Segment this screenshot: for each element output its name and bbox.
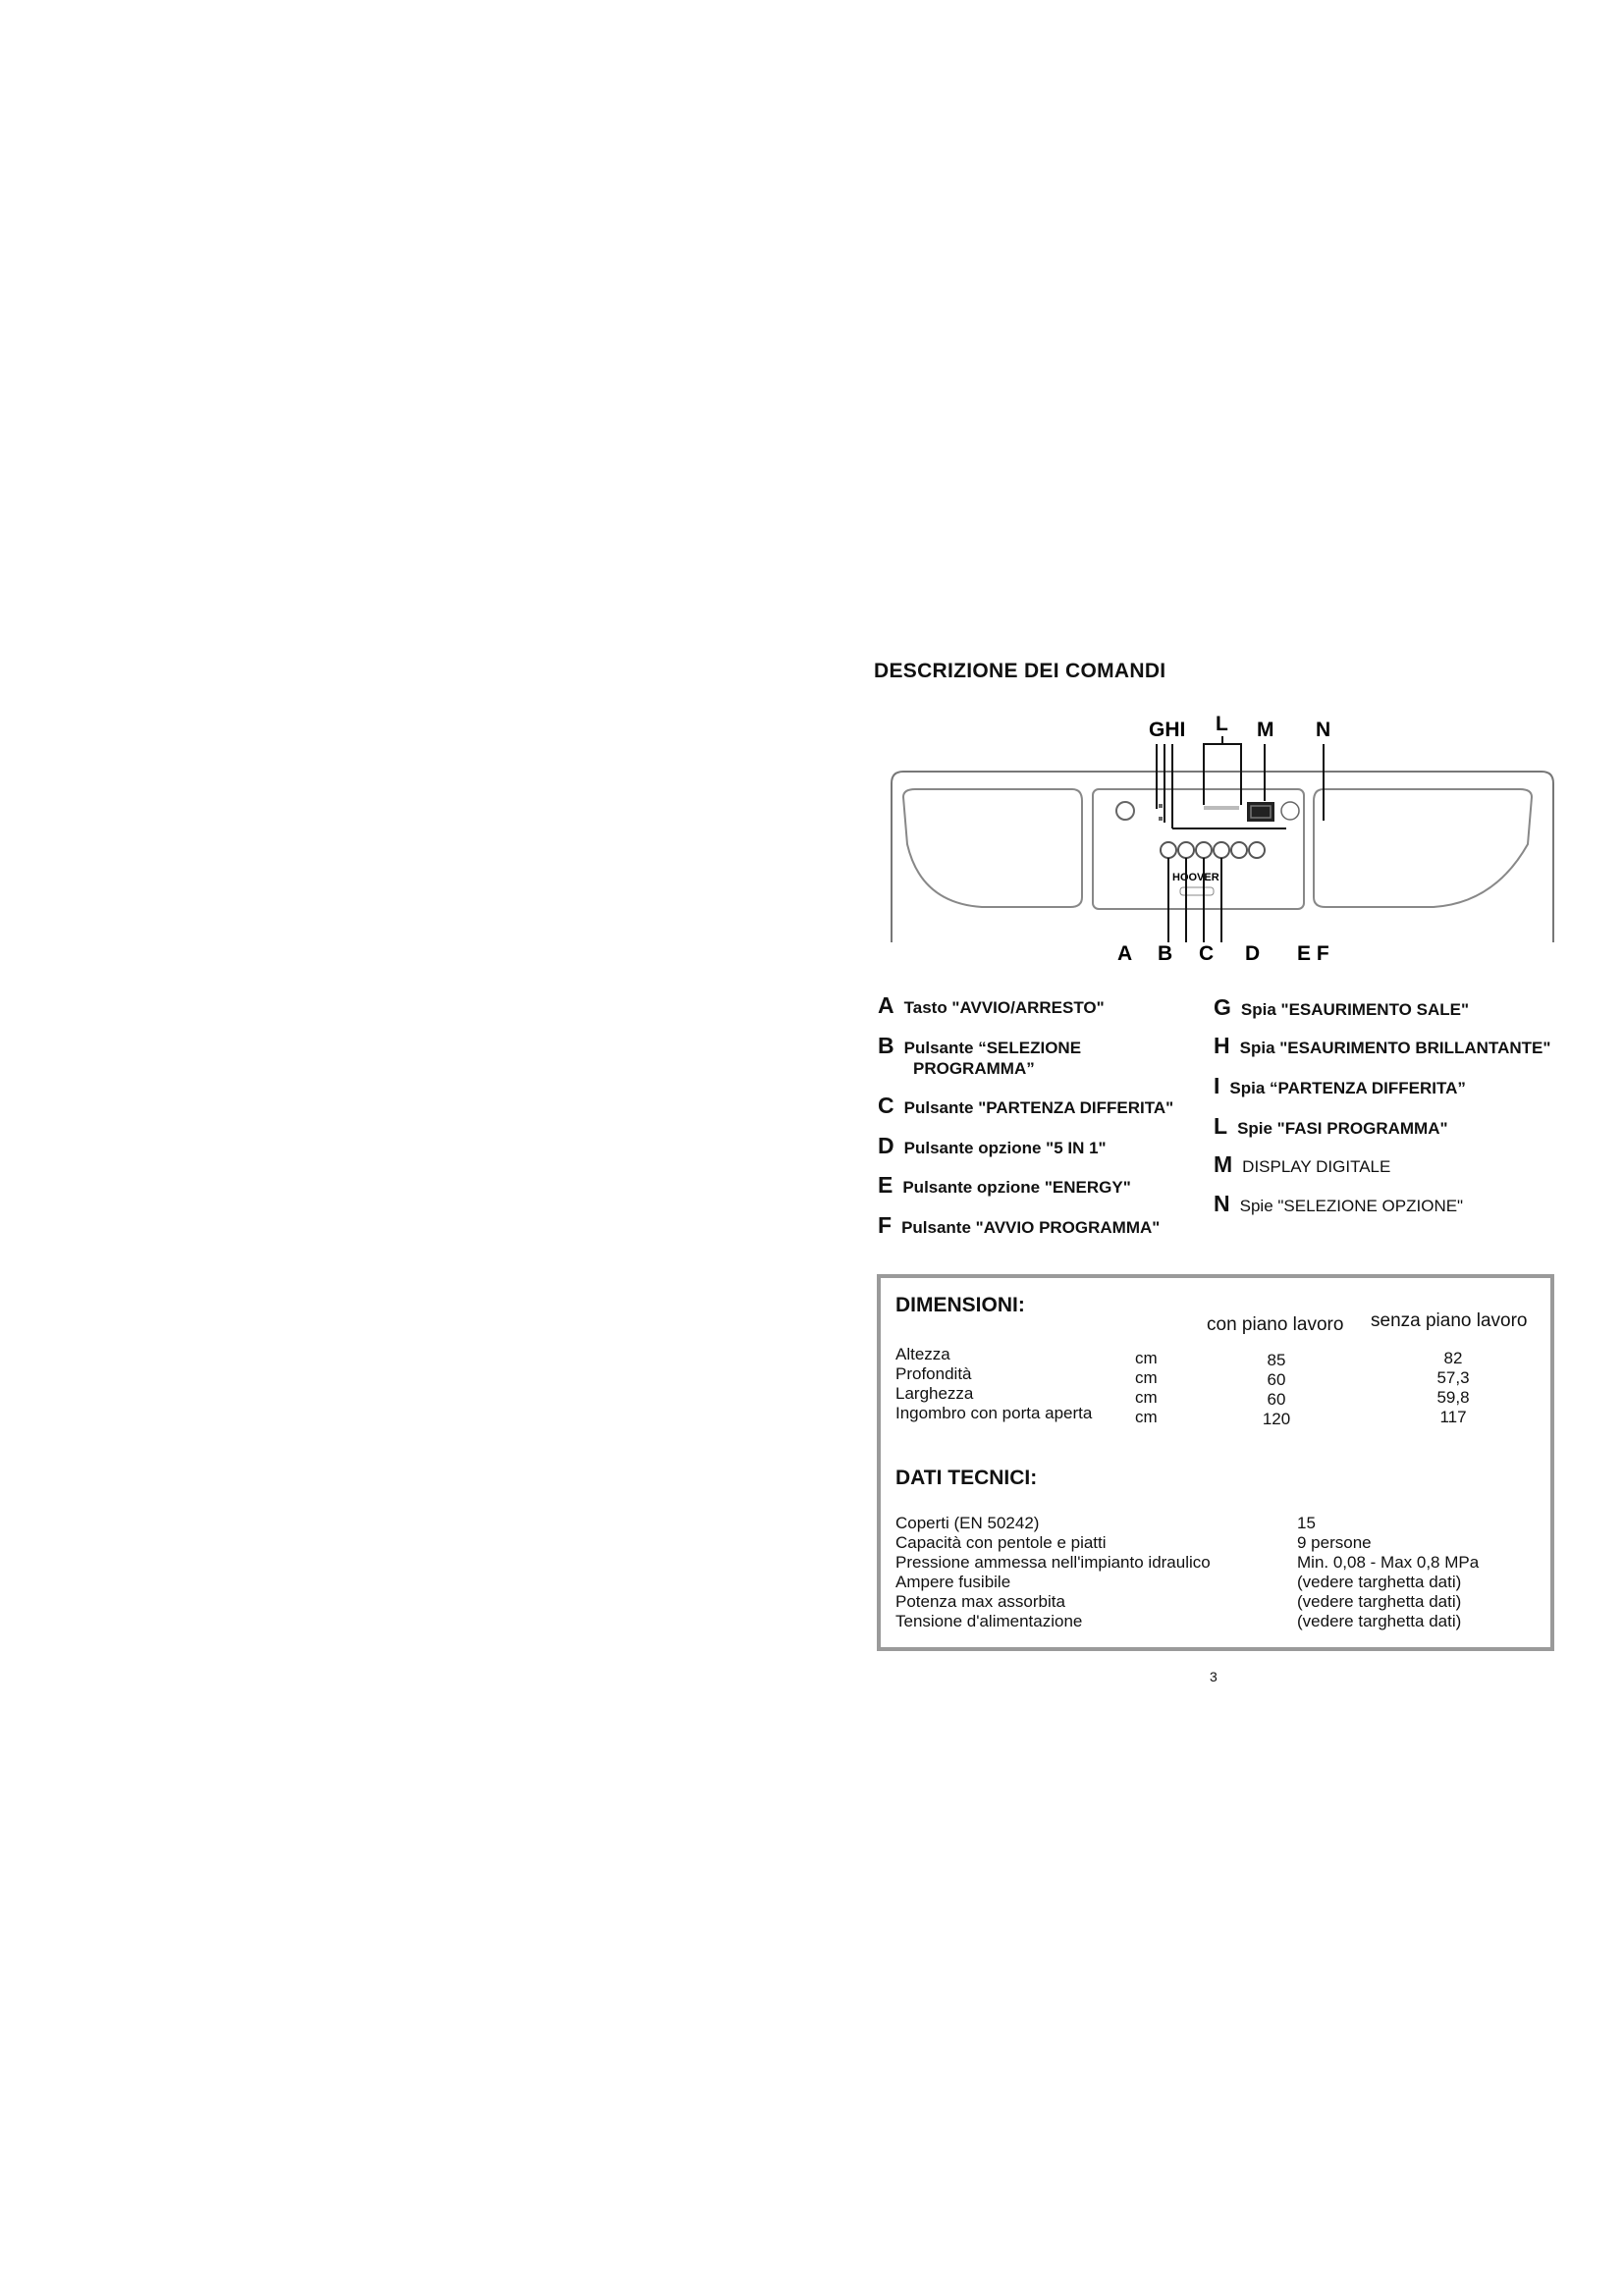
dim-unit: cm bbox=[1135, 1368, 1158, 1387]
legend-item-m: M DISPLAY DIGITALE bbox=[1214, 1151, 1391, 1177]
tech-label: Capacità con pentole e piatti bbox=[895, 1533, 1107, 1552]
tech-value: (vedere targhetta dati) bbox=[1297, 1573, 1462, 1591]
legend-item-n: N Spie "SELEZIONE OPZIONE" bbox=[1214, 1191, 1464, 1216]
dim-value-without: 82 bbox=[1443, 1349, 1463, 1367]
dim-label-height: Altezza bbox=[895, 1345, 950, 1363]
brand-logo: HOOVER bbox=[1172, 872, 1219, 883]
tech-value: Min. 0,08 - Max 0,8 MPa bbox=[1297, 1553, 1480, 1572]
technical-heading: DATI TECNICI: bbox=[895, 1467, 1038, 1489]
label-c: C bbox=[1199, 942, 1215, 962]
dim-value-with: 60 bbox=[1267, 1370, 1286, 1389]
label-d: D bbox=[1245, 942, 1261, 962]
dim-value-without: 117 bbox=[1439, 1408, 1467, 1426]
control-panel-diagram bbox=[864, 707, 1555, 962]
tech-value: 15 bbox=[1297, 1514, 1316, 1532]
dim-unit: cm bbox=[1135, 1388, 1158, 1407]
dim-value-with: 120 bbox=[1262, 1410, 1291, 1428]
legend-item-a: A Tasto "AVVIO/ARRESTO" bbox=[878, 992, 1105, 1018]
legend-item-g: G Spia "ESAURIMENTO SALE" bbox=[1214, 994, 1470, 1020]
legend-item-e: E Pulsante opzione "ENERGY" bbox=[878, 1172, 1131, 1198]
tech-label: Ampere fusibile bbox=[895, 1573, 1011, 1591]
dim-unit: cm bbox=[1135, 1408, 1158, 1426]
legend-item-b: B Pulsante “SELEZIONE PROGRAMMA” bbox=[878, 1033, 1082, 1078]
label-n: N bbox=[1316, 719, 1331, 741]
legend-item-f: F Pulsante "AVVIO PROGRAMMA" bbox=[878, 1212, 1161, 1238]
col-header-with-worktop: con piano lavoro bbox=[1207, 1314, 1344, 1335]
dim-value-with: 60 bbox=[1267, 1390, 1286, 1409]
label-l: L bbox=[1216, 713, 1228, 735]
tech-label: Pressione ammessa nell'impianto idraulico bbox=[895, 1553, 1211, 1572]
page-title: DESCRIZIONE DEI COMANDI bbox=[874, 660, 1166, 682]
specs-box bbox=[877, 1274, 1554, 1651]
dim-value-without: 59,8 bbox=[1436, 1388, 1470, 1407]
legend-item-i: I Spia “PARTENZA DIFFERITA” bbox=[1214, 1073, 1466, 1098]
label-m: M bbox=[1257, 719, 1274, 741]
dim-label-open-door: Ingombro con porta aperta bbox=[895, 1404, 1093, 1422]
dim-label-width: Larghezza bbox=[895, 1384, 974, 1403]
dim-label-depth: Profondità bbox=[895, 1364, 972, 1383]
dimensions-heading: DIMENSIONI: bbox=[895, 1294, 1025, 1316]
label-b: B bbox=[1158, 942, 1173, 962]
legend-item-c: C Pulsante "PARTENZA DIFFERITA" bbox=[878, 1093, 1174, 1118]
leader-lines bbox=[1157, 736, 1324, 942]
tech-label: Coperti (EN 50242) bbox=[895, 1514, 1040, 1532]
page-number: 3 bbox=[1210, 1669, 1218, 1684]
label-a: A bbox=[1117, 942, 1133, 962]
tech-value: (vedere targhetta dati) bbox=[1297, 1612, 1462, 1630]
tech-value: (vedere targhetta dati) bbox=[1297, 1592, 1462, 1611]
legend-item-l: L Spie "FASI PROGRAMMA" bbox=[1214, 1113, 1448, 1139]
tech-label: Potenza max assorbita bbox=[895, 1592, 1065, 1611]
dim-value-with: 85 bbox=[1267, 1351, 1286, 1369]
legend-item-d: D Pulsante opzione "5 IN 1" bbox=[878, 1133, 1107, 1158]
dim-value-without: 57,3 bbox=[1436, 1368, 1470, 1387]
label-ef: E F bbox=[1297, 942, 1329, 962]
dim-unit: cm bbox=[1135, 1349, 1158, 1367]
label-ghi: GHI bbox=[1149, 719, 1186, 741]
tech-value: 9 persone bbox=[1297, 1533, 1372, 1552]
legend-item-h: H Spia "ESAURIMENTO BRILLANTANTE" bbox=[1214, 1033, 1551, 1058]
col-header-without-worktop: senza piano lavoro bbox=[1371, 1310, 1528, 1331]
tech-label: Tensione d'alimentazione bbox=[895, 1612, 1083, 1630]
